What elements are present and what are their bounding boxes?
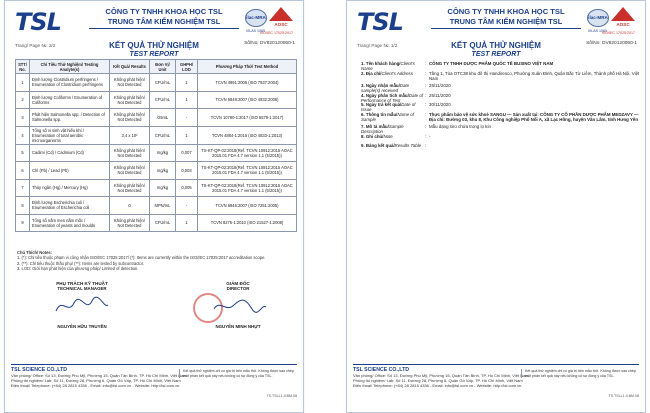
footer-disclaimer: Kết quả thử nghiệm chỉ có giá trị trên mẫu thử. Không được sao chép một phần kết quả này nếu không có sự đồng ý của TSL.: [521, 369, 639, 378]
iso-label: ISO/IEC 17025:2017: [601, 31, 635, 35]
info-label: 9. Bảng kết quả/Results Table: [361, 143, 422, 149]
center-name: TRUNG TÂM KIỂM NGHIỆM TSL: [449, 17, 563, 26]
cell-stt: 8: [16, 197, 30, 215]
center-name: TRUNG TÂM KIỂM NGHIỆM TSL: [107, 17, 221, 26]
info-row: [361, 112, 641, 123]
col-analyte: Chỉ Tiêu Thử Nghiệm/ Testing Analyte(s): [30, 60, 110, 74]
info-separator: :: [425, 61, 427, 66]
report-header: [357, 7, 637, 41]
note-line: 3. LOD: Giới hạn phát hiện của phương pháp/ Limited of detection.: [17, 266, 139, 272]
aosc-badge: AOSC: [269, 7, 293, 29]
cell-result: Không phát hiện/ Not Detected: [110, 74, 150, 92]
info-separator: :: [425, 92, 427, 98]
report-title-vi: KẾT QUẢ THỬ NGHIỆM: [109, 41, 199, 50]
cell-result: Không phát hiện/ Not Detected: [110, 179, 150, 197]
info-value: CÔNG TY TNHH DƯỢC PHẨM QUỐC TẾ BUSINO VIỆT NAM: [429, 61, 554, 66]
table-row: [16, 214, 297, 232]
cell-analyte: Thủy ngân (Hg) / Mercury (Hg): [30, 179, 110, 197]
header-divider: [431, 28, 581, 29]
info-row: [361, 71, 641, 82]
info-value: 25/11/2020: [429, 83, 451, 89]
aosc-triangle-icon: [611, 7, 635, 21]
cell-lod: -: [176, 109, 198, 127]
info-value: Tầng 1, Tòa OTC38 khu đô thị Handiresco, Phường Xuân Đỉnh, Quận Bắc Từ Liêm, Thành phố Hà Nội, Việt Nam: [429, 70, 640, 82]
info-separator: :: [425, 70, 427, 76]
ilac-mra-badge: ilac-MRA: [245, 9, 267, 27]
cell-method: TCVN 6848:2007 (ISO 4832:2006): [198, 91, 297, 109]
cell-analyte: Định lượng Escherichia coli / Enumeration of Escherichia coli: [30, 197, 110, 215]
cell-analyte: Định lượng Clostridium perfringens / Enumeration of Clostridium perfringens: [30, 74, 110, 92]
cell-method: TS-KT-QP-02:2018(Ref. TCVN 10912:2015 AOAC 2015.01 FDA 4.7 version 1.1 (5/2015)): [198, 162, 297, 180]
info-separator: :: [425, 111, 427, 117]
cell-result: Không phát hiện/ Not Detected: [110, 109, 150, 127]
page-number: Trang/ Page №: 1/2: [357, 43, 398, 48]
info-label: 2. Địa chỉ/Client's Address: [361, 70, 413, 76]
report-title-en: TEST REPORT: [471, 51, 521, 58]
info-row: [361, 143, 641, 151]
cell-lod: 1: [176, 91, 198, 109]
info-separator: :: [425, 102, 427, 108]
signature-scribble-icon: [208, 295, 268, 317]
notes-section: [17, 250, 297, 272]
cell-analyte: Chì (Pb) / Lead (Pb): [30, 162, 110, 180]
cell-result: Không phát hiện/ Not Detected: [110, 214, 150, 232]
cell-stt: 3: [16, 109, 30, 127]
cell-method: TCVN 6846:2007 (ISO 7251:2005): [198, 197, 297, 215]
cell-stt: 1: [16, 74, 30, 92]
cell-stt: 4: [16, 126, 30, 144]
cell-method: TCVN 8275-1:2010 (ISO 21527-1:2008): [198, 214, 297, 232]
tsl-logo: TSL: [15, 8, 61, 36]
info-separator: :: [425, 124, 427, 130]
info-label: 4. Ngày phân tích mẫu/Date of Performance of Test: [361, 92, 423, 103]
cell-lod: 0,005: [176, 179, 198, 197]
info-label: 6. Thông tin mẫu/Name of Sample: [361, 111, 414, 122]
cell-result: Không phát hiện/ Not Detected: [110, 91, 150, 109]
cell-stt: 9: [16, 214, 30, 232]
vilas-label: VILAS 1065: [587, 29, 607, 33]
cell-unit: mg/kg: [150, 144, 176, 162]
cell-lod: 1: [176, 126, 198, 144]
info-label: 1. Tên khách hàng/Client's Name: [361, 61, 415, 71]
info-separator: :: [425, 143, 427, 149]
cell-lod: 1: [176, 74, 198, 92]
cell-result: 3,4 x 10²: [110, 126, 150, 144]
cell-result: 0: [110, 197, 150, 215]
info-value: 25/11/2020: [429, 92, 451, 98]
report-title-en: TEST REPORT: [129, 51, 179, 58]
results-table: [15, 59, 297, 232]
tsl-logo: TSL: [357, 8, 403, 36]
company-name: CÔNG TY TNHH KHOA HỌC TSL: [447, 7, 565, 16]
cell-unit: mg/kg: [150, 162, 176, 180]
info-row: [361, 134, 641, 142]
cell-lod: 1: [176, 214, 198, 232]
cell-method: TS-KT-QP-02:2018(Ref. TCVN 10912:2015 AOAC 2015.01 FDA 4.7 version 1.1 (5/2015)): [198, 144, 297, 162]
info-separator: :: [425, 83, 427, 89]
table-header-row: [16, 60, 297, 74]
form-code: TS.TSLL1.II.BM.08: [266, 393, 297, 398]
page-number: Trang/ Page №: 2/2: [15, 43, 56, 48]
cell-analyte: Phát hiện Salmonella spp. / Detection of Salmonella spp.: [30, 109, 110, 127]
info-value: -: [429, 133, 431, 139]
cell-lod: 0,003: [176, 162, 198, 180]
table-row: [16, 91, 297, 109]
report-number: Số/No: DV820120060-1: [586, 41, 637, 46]
info-separator: :: [425, 133, 427, 139]
cell-method: TS-KT-QP-02:2018(Ref. TCVN 10912:2015 AOAC 2015.01 FDA 4.7 version 1.1 (5/2015)): [198, 179, 297, 197]
note-line: 2. (**): Chỉ tiêu thuộc thầu phụ/ (**): Items are tested by subcontractor.: [17, 260, 144, 266]
table-row: [16, 109, 297, 127]
form-code: TS.TSLL1.II.BM.08: [608, 393, 639, 398]
cell-result: Không phát hiện/ Not Detected: [110, 162, 150, 180]
table-row: [16, 144, 297, 162]
cell-unit: mg/kg: [150, 179, 176, 197]
cell-unit: CFU/mL: [150, 74, 176, 92]
info-value: Mẫu dạng siro chứa trong lọ kín: [429, 124, 492, 130]
cell-method: TCVN 4991:2005 (ISO 7937:2004): [198, 74, 297, 92]
info-row: [361, 83, 641, 94]
cell-lod: -: [176, 197, 198, 215]
table-row: [16, 126, 297, 144]
info-value: Thực phẩm bảo vệ sức khoẻ SANGU — Sản xuất tại: CÔNG TY CỔ PHẦN DƯỢC PHẨM MEDZAVY — Địa chỉ: Đường 03, khu 8, Khu Công nghiệp Phố Nối A, xã Lạc Hồng, huyện Văn Lâm, tỉnh Hưng Yên: [429, 111, 639, 123]
company-name: CÔNG TY TNHH KHOA HỌC TSL: [105, 7, 223, 16]
cell-unit: MPN/mL: [150, 197, 176, 215]
cell-result: Không phát hiện/ Not Detected: [110, 144, 150, 162]
report-page-2: [4, 0, 304, 413]
footer-disclaimer: Kết quả thử nghiệm chỉ có giá trị trên mẫu thử. Không được sao chép một phần kết quả này nếu không có sự đồng ý của TSL.: [179, 369, 297, 378]
report-title-vi: KẾT QUẢ THỬ NGHIỆM: [451, 41, 541, 50]
technical-manager-signature-block: PHỤ TRÁCH KỸ THUẬT TECHNICAL MANAGER NGUYỄN HỮU TRUYỀN: [27, 281, 137, 329]
note-line: 1. (*): Chỉ tiêu thuộc phạm vi công nhận ISO/IEC 17025:2017/ (*): Items are currently within the ISO/IEC 17025:2017 accreditation scope.: [17, 255, 266, 261]
report-number: Số/No: DV820120060-1: [244, 41, 295, 46]
cell-stt: 7: [16, 179, 30, 197]
cell-analyte: Tổng số vi sinh vật hiếu khí / Enumeration of total aerobic microorganisms: [30, 126, 110, 144]
cell-analyte: Tổng số nấm men nấm mốc / Enumeration of yeasts and moulds: [30, 214, 110, 232]
header-titles: [421, 7, 591, 29]
ilac-mra-badge: ilac-MRA: [587, 9, 609, 27]
notes-title: Chú Thích/ Notes:: [17, 250, 53, 255]
aosc-badge: AOSC: [611, 7, 635, 29]
cell-stt: 2: [16, 91, 30, 109]
header-titles: [79, 7, 249, 29]
cell-stt: 5: [16, 144, 30, 162]
iso-label: ISO/IEC 17025:2017: [259, 31, 293, 35]
signature-scribble-icon: [52, 295, 112, 317]
sample-info-list: [361, 61, 641, 153]
table-row: [16, 74, 297, 92]
table-row: [16, 179, 297, 197]
header-divider: [89, 28, 239, 29]
cell-analyte: Cadimi (Cd) / Cadmium (Cd): [30, 144, 110, 162]
info-label: 8. Ghi chú/Note: [361, 133, 393, 139]
info-row: [361, 61, 641, 69]
info-label: 5. Ngày trả kết quả/Date of Issue: [361, 102, 416, 113]
director-name: NGUYỄN MINH NHỰT: [215, 324, 261, 329]
cell-stt: 6: [16, 162, 30, 180]
info-label: 3. Ngày nhận mẫu/Date sample(s) received: [361, 83, 410, 94]
table-row: [16, 162, 297, 180]
col-lod: GHPH/ LOD: [176, 60, 198, 74]
technical-manager-name: NGUYỄN HỮU TRUYỀN: [57, 324, 107, 329]
col-method: Phương Pháp Thử/ Test Method: [198, 60, 297, 74]
report-page-1: [346, 0, 646, 413]
report-header: [15, 7, 295, 41]
aosc-triangle-icon: [269, 7, 293, 21]
cell-unit: CFU/mL: [150, 214, 176, 232]
info-row: [361, 124, 641, 135]
info-row: [361, 93, 641, 101]
col-stt: STT/ No.: [16, 60, 30, 74]
cell-unit: CFU/mL: [150, 126, 176, 144]
cell-unit: /25mL: [150, 109, 176, 127]
info-row: [361, 102, 641, 113]
vilas-label: VILAS 1065: [245, 29, 265, 33]
report-footer: TSL SCIENCE CO.,LTD Văn phòng/ Office: Số 13, Đường Phú Mỹ, Phường 15, Quận Tân Bình, TP. Hồ Chí Minh, Việt Nam Phòng thí nghiệm/ Lab: Số 11, Đường 28, Phường 6, Quận Gò Vấp, TP. Hồ Chí Minh, Việt Nam Điện thoại/ Telephone: (+84) 28 2815 4336 - Email: info@tsl.com.vn - Website: http://tsl.com.vn Kết quả thử nghiệm chỉ có giá trị trên mẫu thử. Không được sao chép một phần kết quả này nếu không có sự đồng ý của TSL. TS.TSLL1.II.BM.08: [353, 364, 639, 389]
col-unit: Đơn Vị/ Unit: [150, 60, 176, 74]
col-results: Kết Quả/ Results: [110, 60, 150, 74]
cell-method: TCVN 4884-1:2015 (ISO 4833-1:2013): [198, 126, 297, 144]
info-value: 30/11/2020: [429, 102, 451, 108]
cell-unit: CFU/mL: [150, 91, 176, 109]
report-footer: TSL SCIENCE CO.,LTD Văn phòng/ Office: Số 13, Đường Phú Mỹ, Phường 15, Quận Tân Bình, TP. Hồ Chí Minh, Việt Nam Phòng thí nghiệm/ Lab: Số 11, Đường 28, Phường 6, Quận Gò Vấp, TP. Hồ Chí Minh, Việt Nam Điện thoại/ Telephone: (+84) 28 2815 4336 - Email: info@tsl.com.vn - Website: http://tsl.com.vn Kết quả thử nghiệm chỉ có giá trị trên mẫu thử. Không được sao chép một phần kết quả này nếu không có sự đồng ý của TSL. TS.TSLL1.II.BM.08: [11, 364, 297, 389]
cell-lod: 0,007: [176, 144, 198, 162]
director-signature-block: GIÁM ĐỐC DIRECTOR NGUYỄN MINH NHỰT: [183, 281, 293, 329]
info-label: 7. Mô tả mẫu/Sample Description: [361, 124, 404, 135]
cell-method: TCVN 10780-1:2017 (ISO 6579-1:2017): [198, 109, 297, 127]
cell-analyte: Định lượng Coliforms / Enumeration of Coliforms: [30, 91, 110, 109]
table-row: [16, 197, 297, 215]
